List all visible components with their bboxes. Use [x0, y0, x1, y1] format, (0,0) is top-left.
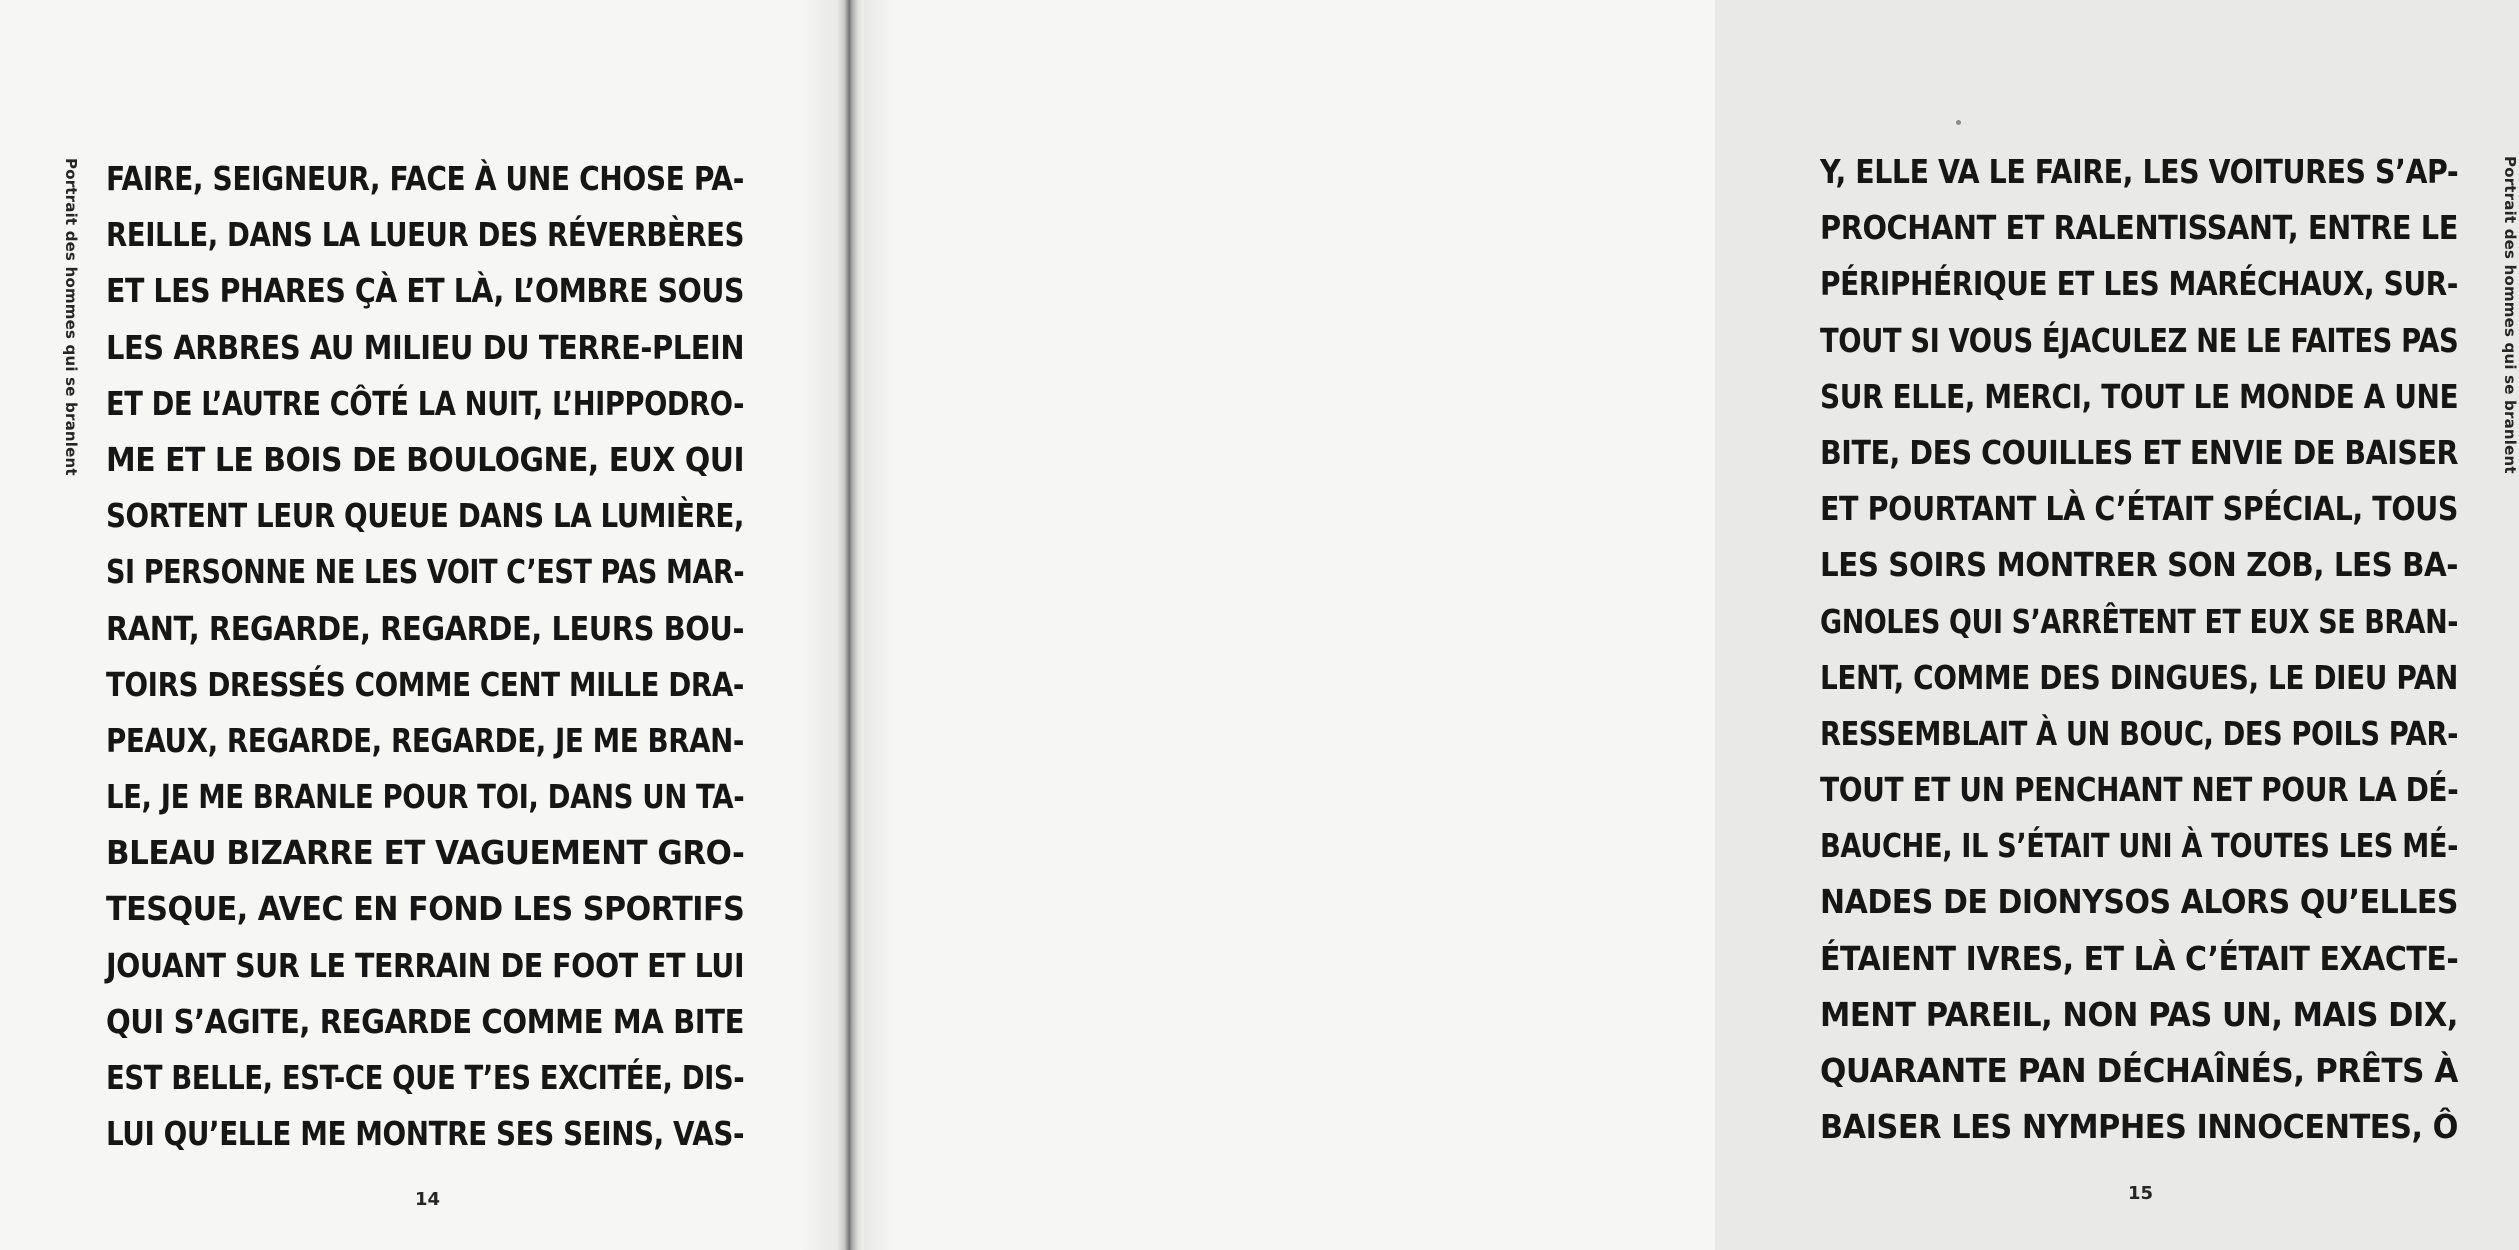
text-line: RESSEMBLAIT À UN BOUC, DES POILS PAR-: [1820, 713, 2458, 753]
left-page-number: 14: [415, 1189, 441, 1210]
text-line: QUARANTE PAN DÉCHAÎNÉS, PRÊTS À: [1820, 1051, 2458, 1090]
text-line: MENT PAREIL, NON PAS UN, MAIS DIX,: [1820, 994, 2458, 1034]
text-line: LE, JE ME BRANLE POUR TOI, DANS UN TA-: [106, 777, 745, 817]
gutter-shadow: [800, 0, 840, 1250]
text-line: ET DE L’AUTRE CÔTÉ LA NUIT, L’HIPPODRO-: [106, 383, 744, 423]
text-line: TOUT SI VOUS ÉJACULEZ NE LE FAITES PAS: [1820, 320, 2459, 360]
text-line: Y, ELLE VA LE FAIRE, LES VOITURES S’AP-: [1820, 152, 2459, 191]
text-line: GNOLES QUI S’ARRÊTENT ET EUX SE BRAN-: [1820, 601, 2458, 641]
text-line: EST BELLE, EST-CE QUE T’ES EXCITÉE, DIS-: [106, 1058, 745, 1097]
text-line: JOUANT SUR LE TERRAIN DE FOOT ET LUI: [106, 945, 745, 985]
text-line: FAIRE, SEIGNEUR, FACE À UNE CHOSE PA-: [106, 159, 744, 198]
text-line: SORTENT LEUR QUEUE DANS LA LUMIÈRE,: [106, 496, 745, 536]
text-line: LENT, COMME DES DINGUES, LE DIEU PAN: [1820, 657, 2458, 697]
text-line: BAISER LES NYMPHES INNOCENTES, Ô: [1820, 1107, 2458, 1147]
gutter-shadow: [864, 0, 894, 1250]
text-line: PROCHANT ET RALENTISSANT, ENTRE LE: [1820, 208, 2458, 248]
text-line: BAUCHE, IL S’ÉTAIT UNI À TOUTES LES MÉ-: [1820, 826, 2458, 866]
text-line: TOIRS DRESSÉS COMME CENT MILLE DRA-: [106, 664, 744, 704]
text-line: BITE, DES COUILLES ET ENVIE DE BAISER: [1820, 432, 2459, 472]
left-running-head: Portrait des hommes qui se branlent: [62, 158, 80, 476]
left-page-text: [106, 151, 744, 1162]
text-line: ÉTAIENT IVRES, ET LÀ C’ÉTAIT EXACTE-: [1820, 938, 2459, 978]
right-page: [856, 0, 2519, 1250]
text-line: ET LES PHARES ÇÀ ET LÀ, L’OMBRE SOUS: [106, 271, 744, 311]
text-line: TOUT ET UN PENCHANT NET POUR LA DÉ-: [1820, 770, 2459, 810]
text-line: SI PERSONNE NE LES VOIT C’EST PAS MAR-: [106, 552, 745, 592]
text-line: LES SOIRS MONTRER SON ZOB, LES BA-: [1820, 545, 2458, 585]
right-page-text: [1820, 144, 2458, 1155]
left-page: [0, 0, 846, 1250]
book-gutter: [836, 0, 864, 1250]
text-line: BLEAU BIZARRE ET VAGUEMENT GRO-: [106, 833, 745, 873]
text-line: RANT, REGARDE, REGARDE, LEURS BOU-: [106, 608, 745, 648]
text-line: ET POURTANT LÀ C’ÉTAIT SPÉCIAL, TOUS: [1820, 489, 2458, 529]
right-page-number: 15: [2128, 1183, 2154, 1204]
text-line: ME ET LE BOIS DE BOULOGNE, EUX QUI: [106, 439, 745, 479]
paper-speck: [1956, 120, 1961, 125]
text-line: PÉRIPHÉRIQUE ET LES MARÉCHAUX, SUR-: [1820, 264, 2458, 304]
text-line: LUI QU’ELLE ME MONTRE SES SEINS, VAS-: [106, 1114, 745, 1154]
right-running-head: Portrait des hommes qui se branlent: [2501, 156, 2519, 474]
text-line: PEAUX, REGARDE, REGARDE, JE ME BRAN-: [106, 720, 745, 760]
text-line: LES ARBRES AU MILIEU DU TERRE-PLEIN: [106, 327, 745, 367]
text-line: TESQUE, AVEC EN FOND LES SPORTIFS: [106, 889, 745, 929]
text-line: QUI S’AGITE, REGARDE COMME MA BITE: [106, 1001, 744, 1041]
text-line: SUR ELLE, MERCI, TOUT LE MONDE A UNE: [1820, 376, 2459, 416]
text-line: REILLE, DANS LA LUEUR DES RÉVERBÈRES: [106, 215, 744, 255]
text-line: NADES DE DIONYSOS ALORS QU’ELLES: [1820, 882, 2458, 922]
